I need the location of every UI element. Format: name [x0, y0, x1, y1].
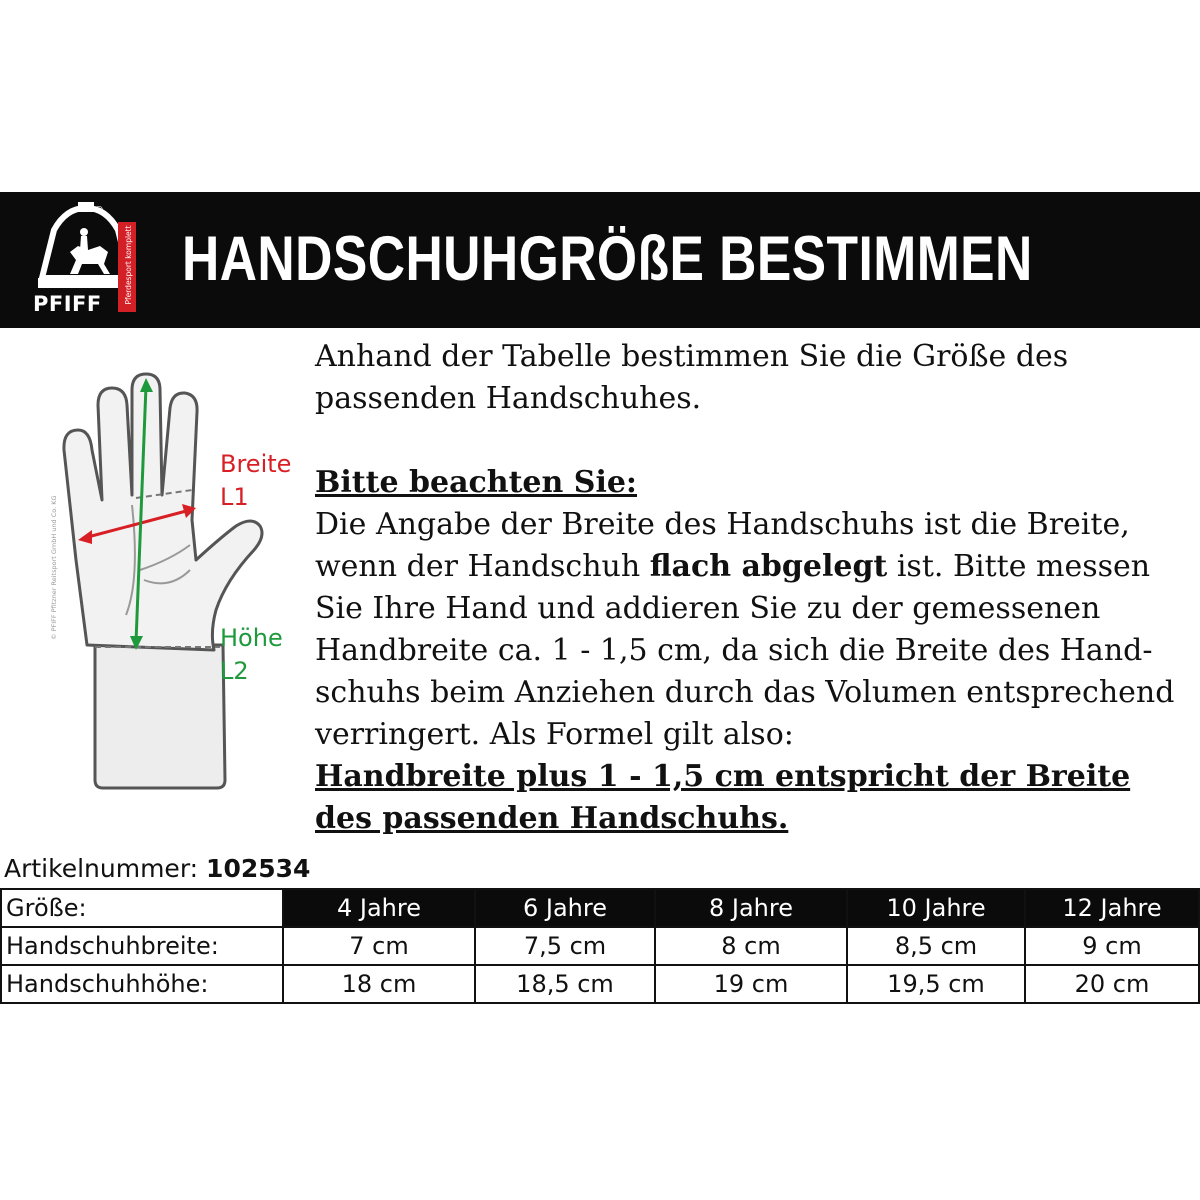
width-cell: 8,5 cm	[847, 927, 1025, 965]
note-paragraph: Die Angabe der Breite des Handschuhs ist die Breite, wenn der Handschuh flach abgelegt ist. Bitte messen Sie Ihre Hand und addieren Sie zu der gemessenen Handbreite ca. 1 - 1,5 cm, da sich die Breite des Hand-schuhs beim Anziehen durch das Volumen entsprechend verringert. Als Formel gilt also:	[315, 507, 1175, 752]
page-title: HANDSCHUHGRÖßE BESTIMMEN	[182, 224, 1033, 294]
instructions	[315, 336, 1195, 840]
width-label: Breite L1	[220, 450, 292, 511]
hand-diagram	[40, 360, 300, 800]
size-header-cell: 10 Jahre	[847, 889, 1025, 927]
table-row	[1, 965, 1199, 1003]
emphasis-text: flach abgelegt	[649, 549, 888, 584]
width-cell: 9 cm	[1025, 927, 1199, 965]
table-row	[1, 889, 1199, 927]
height-cell: 20 cm	[1025, 965, 1199, 1003]
height-cell: 18 cm	[283, 965, 475, 1003]
width-cell: 7,5 cm	[475, 927, 655, 965]
width-cell: 8 cm	[655, 927, 847, 965]
logo-wordmark: PFIFF	[33, 292, 102, 316]
width-row-label: Handschuhbreite:	[1, 927, 283, 965]
height-cell: 19,5 cm	[847, 965, 1025, 1003]
formula-text: Handbreite plus 1 - 1,5 cm entspricht der Breite des passenden Handschuhs.	[315, 759, 1131, 836]
size-header-cell: 12 Jahre	[1025, 889, 1199, 927]
intro-paragraph: Anhand der Tabelle bestimmen Sie die Größe des passenden Handschuhes.	[315, 339, 1069, 416]
logo-tagline: Pferdesport komplett	[124, 225, 133, 305]
copyright-note: © PFIFF Pfitzner Reitsport GmbH und Co. KG	[50, 495, 58, 640]
note-heading: Bitte beachten Sie:	[315, 465, 638, 500]
size-header-cell: 8 Jahre	[655, 889, 847, 927]
size-row-label: Größe:	[1, 889, 283, 927]
size-header-cell: 6 Jahre	[475, 889, 655, 927]
height-label: Höhe L2	[220, 624, 283, 685]
height-row-label: Handschuhhöhe:	[1, 965, 283, 1003]
article-number: Artikelnummer: 102534	[4, 854, 311, 883]
logo-tagline-badge	[118, 222, 136, 312]
size-table	[0, 888, 1200, 1004]
table-row	[1, 927, 1199, 965]
height-cell: 18,5 cm	[475, 965, 655, 1003]
width-cell: 7 cm	[283, 927, 475, 965]
registered-mark: ®	[94, 205, 104, 216]
size-header-cell: 4 Jahre	[283, 889, 475, 927]
height-cell: 19 cm	[655, 965, 847, 1003]
